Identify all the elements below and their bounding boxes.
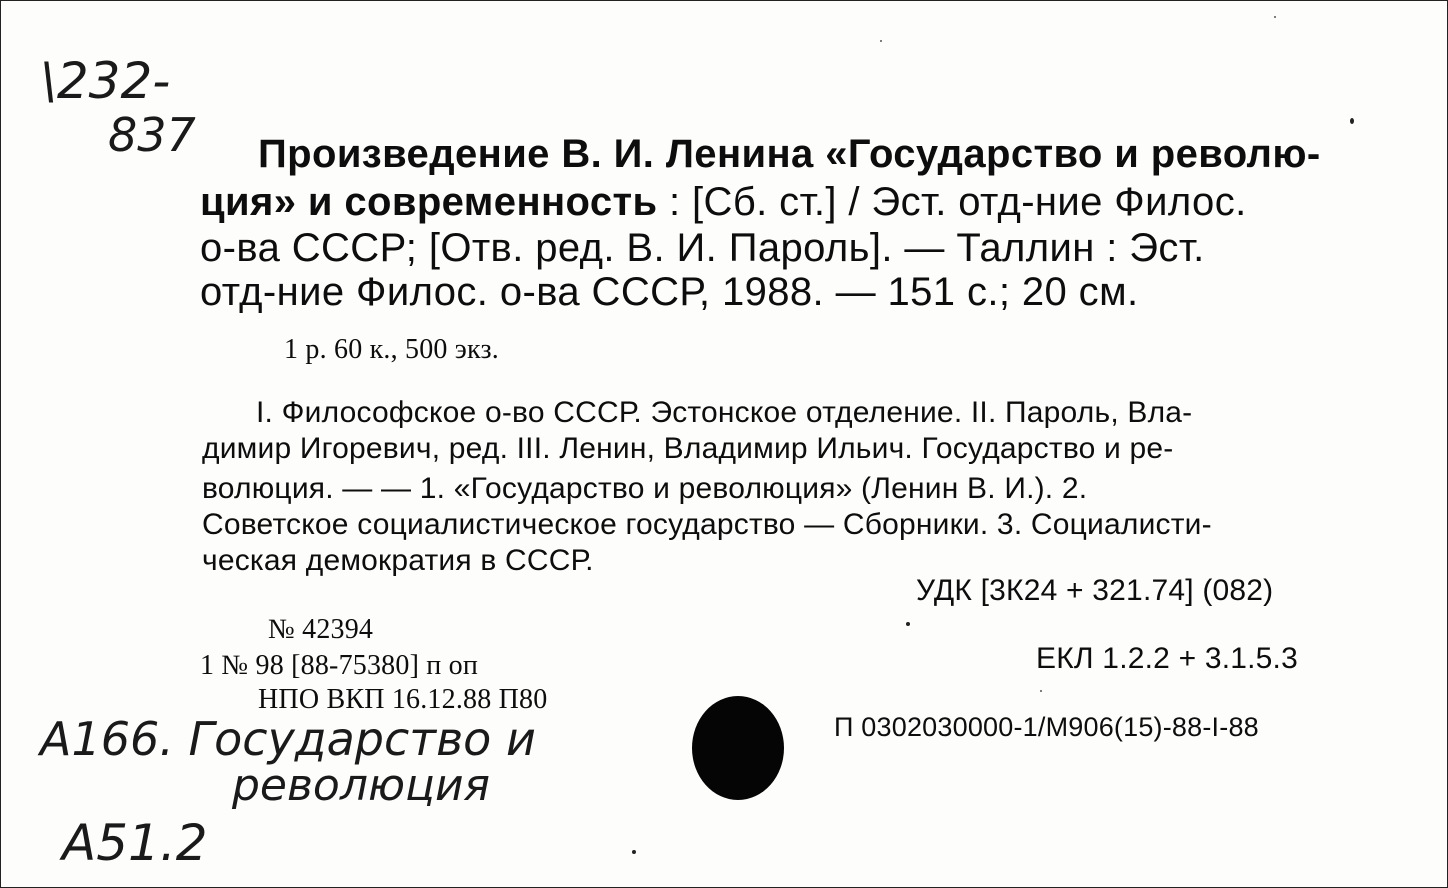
scan-speck (880, 40, 882, 42)
subjects-line-1: I. Философское о-во СССР. Эстонское отделение. II. Пароль, Вла- (256, 396, 1193, 429)
ekl-code: ЕКЛ 1.2.2 + 3.1.5.3 (1036, 642, 1298, 675)
scan-speck (906, 622, 910, 626)
udk-code: УДК [3К24 + 321.74] (082) (916, 574, 1274, 607)
subjects-line-4: Советское социалистическое государство — Сборники. 3. Социалисти- (202, 508, 1212, 541)
title-bold-part-1: Произведение В. И. Ленина «Государство и револю- (258, 132, 1321, 176)
scan-speck (1350, 118, 1354, 124)
title-line-2 (200, 180, 1247, 225)
card-punch-hole (692, 696, 784, 800)
handwritten-shelf-number-2: 837 (108, 108, 196, 162)
scan-speck (632, 850, 636, 854)
title-line-4: отд-ние Филос. о-ва СССР, 1988. — 151 с.; 20 см. (200, 270, 1139, 314)
handwritten-shelf-number-1: \232- (40, 52, 171, 110)
title-line-3: о-ва СССР; [Отв. ред. В. И. Пароль]. — Таллин : Эст. (200, 226, 1205, 270)
handwritten-note-line-3: A51.2 (62, 814, 208, 872)
index-code: П 0302030000-1/М906(15)-88-I-88 (834, 712, 1259, 742)
title-statement: : [Сб. ст.] / Эст. отд-ние Филос. (657, 180, 1247, 224)
handwritten-note-line-1: A166. Государство и (40, 712, 536, 766)
record-order: 1 № 98 [88-75380] п оп (200, 650, 479, 681)
scan-speck (1274, 16, 1276, 18)
subjects-line-3: волюция. — — 1. «Государство и революция» (Ленин В. И.). 2. (202, 472, 1088, 505)
handwritten-note-line-2: революция (232, 760, 491, 811)
price-and-print-run: 1 р. 60 к., 500 экз. (284, 334, 499, 365)
scan-speck (1040, 690, 1042, 692)
record-printer: НПО ВКП 16.12.88 П80 (258, 684, 548, 715)
subjects-line-2: димир Игоревич, ред. III. Ленин, Владимир Ильич. Государство и ре- (202, 432, 1174, 465)
subjects-line-5: ческая демократия в СССР. (202, 544, 594, 577)
record-number: № 42394 (268, 614, 374, 645)
title-bold-part-2: ция» и современность (200, 180, 658, 224)
title-line-1 (258, 132, 1321, 177)
